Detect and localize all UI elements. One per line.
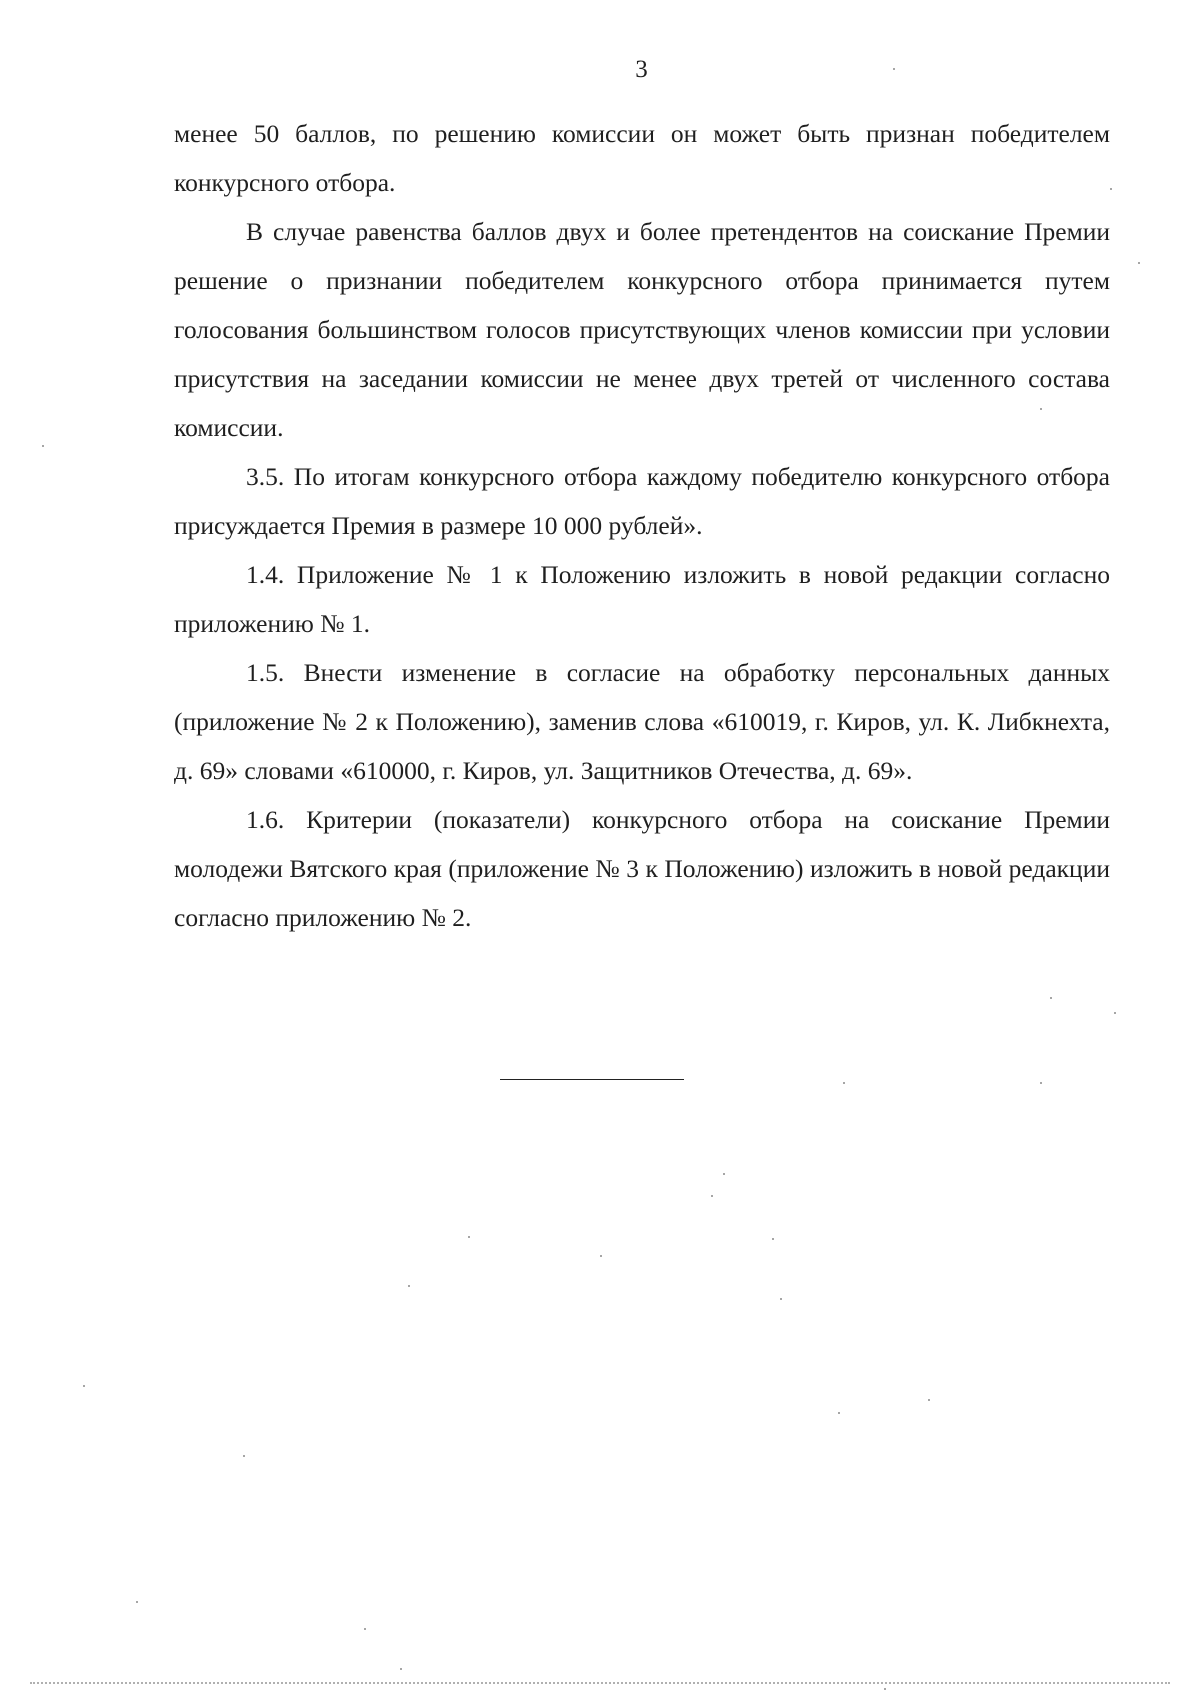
- paragraph-continuation: менее 50 баллов, по решению комиссии он может быть признан победителем конкурсного отбора.: [174, 119, 1110, 197]
- scan-speck: [136, 1601, 138, 1603]
- paragraph-clause-1-4: 1.4. Приложение № 1 к Положению изложить в новой редакции согласно приложению № 1.: [174, 560, 1110, 638]
- end-of-text-rule: [500, 1079, 684, 1080]
- paragraph-clause-1-6: 1.6. Критерии (показатели) конкурсного отбора на соискание Премии молодежи Вятского края (приложение № 3 к Положению) изложить в новой редакции согласно приложению № 2.: [174, 805, 1110, 932]
- scan-speck: [408, 1285, 410, 1287]
- scan-speck: [843, 1082, 845, 1084]
- scan-speck: [838, 1412, 840, 1414]
- scan-speck: [1040, 408, 1042, 410]
- scan-speck: [83, 1385, 85, 1387]
- scan-speck: [468, 1236, 470, 1238]
- scan-speck: [1050, 997, 1052, 999]
- scan-speck: [893, 68, 895, 70]
- scan-speck: [364, 1628, 366, 1630]
- scan-speck: [1110, 188, 1112, 190]
- scan-speck: [400, 1668, 402, 1670]
- scan-speck: [600, 1255, 602, 1257]
- scan-speck: [1138, 262, 1140, 264]
- scan-speck: [711, 1195, 713, 1197]
- scan-speck: [928, 1399, 930, 1401]
- paragraph-clause-3-5: 3.5. По итогам конкурсного отбора каждому победителю конкурсного отбора присуждается Премия в размере 10 000 рублей».: [174, 462, 1110, 540]
- paragraph-tie-rule: В случае равенства баллов двух и более претендентов на соискание Премии решение о признании победителем конкурсного отбора принимается путем голосования большинством голосов присутствующих членов комиссии при условии присутствия на заседании комиссии не менее двух третей от численного состава комиссии.: [174, 217, 1110, 442]
- page-number: 3: [635, 56, 648, 83]
- scan-speck: [884, 1688, 886, 1690]
- scan-edge-noise: [30, 1682, 1170, 1684]
- paragraph-clause-1-5: 1.5. Внести изменение в согласие на обработку персональных данных (приложение № 2 к Положению), заменив слова «610019, г. Киров, ул. К. Либкнехта, д. 69» словами «610000, г. Киров, ул. Защитников Отечества, д. 69».: [174, 658, 1110, 785]
- scan-speck: [1114, 1012, 1116, 1014]
- scan-speck: [772, 1238, 774, 1240]
- scan-speck: [780, 1298, 782, 1300]
- scan-speck: [1040, 1082, 1042, 1084]
- scan-speck: [243, 1455, 245, 1457]
- scan-speck: [42, 445, 44, 447]
- scan-speck: [723, 1173, 725, 1175]
- document-body: [174, 109, 1110, 942]
